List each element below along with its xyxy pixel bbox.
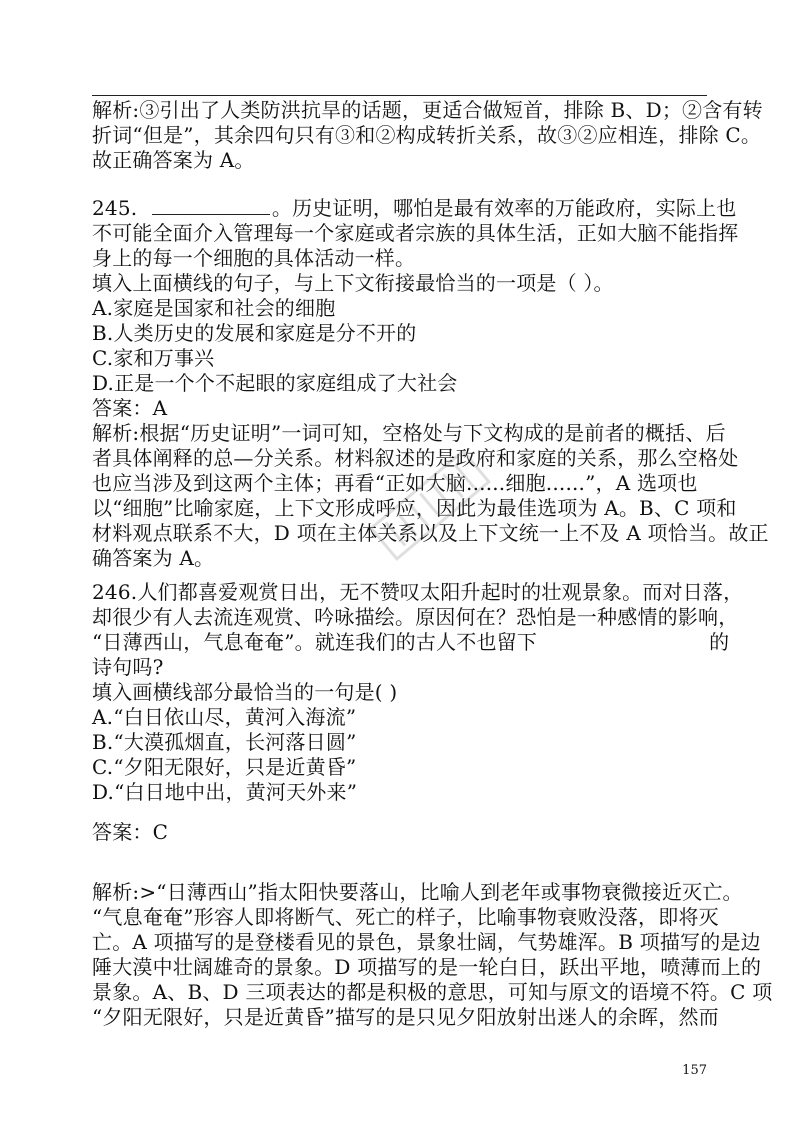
analysis-line: 亡。A 项描写的是登楼看见的景色，景象壮阔，气势雄浑。B 项描写的是边 (92, 930, 761, 954)
analysis-line: 材料观点联系不大，D 项在主体关系以及上下文统一上不及 A 项恰当。故正 (92, 521, 769, 545)
question-245 (92, 196, 769, 571)
answer: 答案：A (92, 396, 168, 420)
option-a: A.家庭是国家和社会的细胞 (92, 296, 336, 320)
question-stem-line (92, 196, 737, 221)
option-b: B.人类历史的发展和家庭是分不开的 (92, 321, 417, 345)
option-b: B.“大漠孤烟直，长河落日圆” (92, 730, 357, 754)
question-prompt: 填入画横线部分最恰当的一句是( ) (92, 680, 398, 704)
analysis-line: 解析:③引出了人类防洪抗旱的话题，更适合做短首，排除 B、D；②含有转 (92, 98, 763, 122)
question-246 (92, 580, 744, 805)
page-number: 157 (682, 1063, 707, 1078)
question-stem-line: 身上的每一个细胞的具体活动一样。 (92, 246, 416, 270)
option-c: C.“夕阳无限好，只是近黄昏” (92, 755, 357, 779)
question-stem-text: 。历史证明，哪怕是最有效率的万能政府，实际上也 (271, 196, 737, 220)
fill-blank (152, 196, 270, 215)
analysis-line: 者具体阐释的总—分关系。材料叙述的是政府和家庭的关系，那么空格处 (92, 446, 739, 470)
answer: 答案：C (92, 820, 169, 844)
analysis-line: 解析:>“日薄西山”指太阳快要落山，比喻人到老年或事物衰微接近灭亡。 (92, 880, 743, 904)
question-246-answer (92, 820, 707, 845)
analysis-line: “夕阳无限好，只是近黄昏”描写的是只见夕阳放射出迷人的余晖，然而 (92, 1005, 719, 1029)
question-stem-line: 246.人们都喜爱观赏日出，无不赞叹太阳升起时的壮观景象。而对日落， (92, 580, 744, 604)
option-c: C.家和万事兴 (92, 346, 215, 370)
top-rule (92, 95, 707, 96)
option-a: A.“白日依山尽，黄河入海流” (92, 705, 357, 729)
question-stem-line: 却很少有人去流连观赏、吟咏描绘。原因何在？恐怕是一种感情的影响， (92, 605, 739, 629)
analysis-line: 也应当涉及到这两个主体；再看“正如大脑......细胞......”，A 选项也 (92, 471, 698, 495)
question-246-analysis (92, 880, 773, 1030)
analysis-line: 以“细胞”比喻家庭，上下文形成呼应，因此为最佳选项为 A。B、C 项和 (92, 496, 737, 520)
analysis-line: 故正确答案为 A。 (92, 148, 255, 172)
question-stem-line: 不可能全面介入管理每一个家庭或者宗族的具体生活，正如大脑不能指挥 (92, 221, 739, 245)
question-number: 245. (92, 196, 138, 220)
analysis-line: 解析:根据“历史证明”一词可知，空格处与下文构成的是前者的概括、后 (92, 421, 726, 445)
option-d: D.正是一个个不起眼的家庭组成了大社会 (92, 371, 458, 395)
option-d: D.“白日地中出，黄河天外来” (92, 780, 358, 804)
question-stem-text: “日薄西山，气息奄奄”。就连我们的古人不也留下 (92, 630, 538, 654)
analysis-line: 景象。A、B、D 三项表达的都是积极的意思，可知与原文的语境不符。C 项 (92, 980, 773, 1004)
analysis-line: “气息奄奄”形容人即将断气、死亡的样子，比喻事物衰败没落，即将灭 (92, 905, 719, 929)
analysis-line: 确答案为 A。 (92, 546, 215, 570)
question-stem-text: 的 (709, 630, 730, 654)
analysis-line: 折词“但是”，其余四句只有③和②构成转折关系，故③②应相连，排除 C。 (92, 123, 762, 147)
question-stem-line (92, 630, 730, 655)
previous-analysis (92, 98, 763, 173)
analysis-line: 陲大漠中壮阔雄奇的景象。D 项描写的是一轮白日，跃出平地，喷薄而上的 (92, 955, 762, 979)
question-prompt: 填入上面横线的句子，与上下文衔接最恰当的一项是（ ）。 (92, 271, 614, 295)
question-stem-line: 诗句吗? (92, 655, 164, 679)
